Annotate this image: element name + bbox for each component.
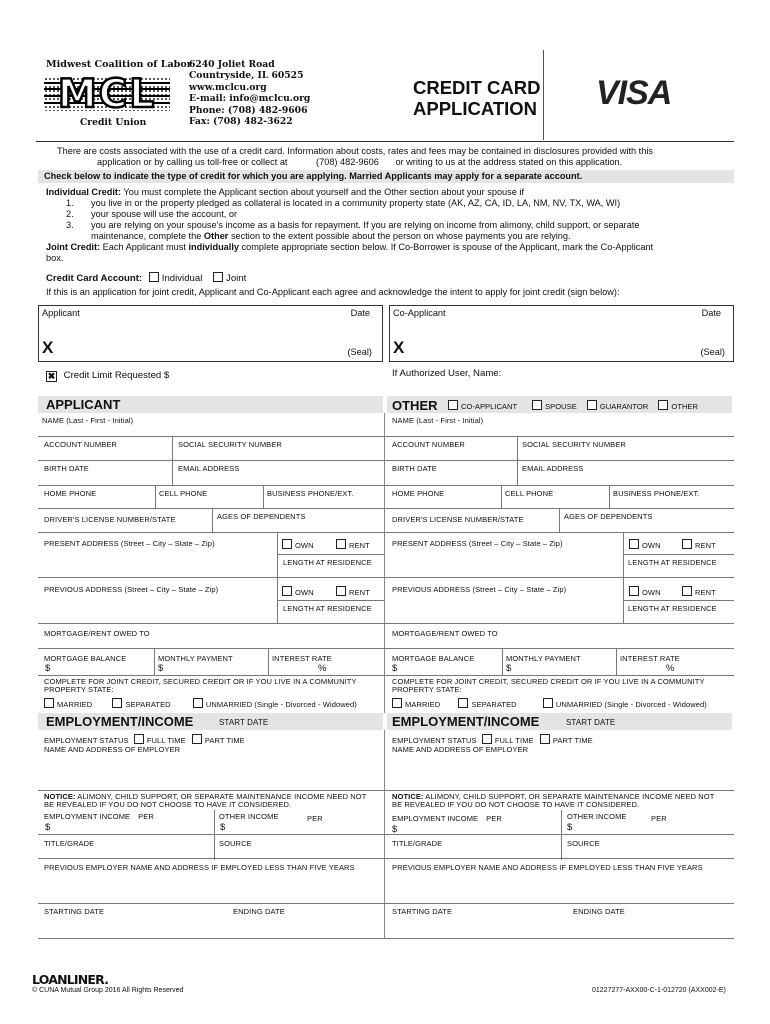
employment-title-right: EMPLOYMENT/INCOME	[392, 714, 540, 729]
org-address	[189, 59, 310, 127]
account-label: Credit Card Account:	[46, 273, 143, 284]
applicant-interest-percent: %	[318, 663, 327, 674]
joint-acknowledge: If this is an application for joint credit, Applicant and Co-Applicant each agree and acknowledge the intent to apply for joint credit (sign below):	[46, 287, 620, 297]
individual-item-2: 2. your spouse will use the account, or	[66, 209, 238, 219]
joint-checkbox[interactable]	[213, 272, 223, 282]
other-present-address[interactable]: PRESENT ADDRESS (Street – City – State – Zip)	[392, 539, 563, 548]
applicant-title: APPLICANT	[46, 397, 121, 412]
other-interest-percent: %	[666, 663, 675, 674]
other-type-checkbox[interactable]	[658, 400, 668, 410]
applicant-mortgage-owed[interactable]: MORTGAGE/RENT OWED TO	[44, 629, 150, 638]
individual-checkbox[interactable]	[149, 272, 159, 282]
applicant-x-mark: X	[42, 338, 54, 357]
applicant-mortgage-balance[interactable]: MORTGAGE BALANCE	[44, 654, 127, 663]
credit-limit-checkbox[interactable]: ✖	[47, 371, 56, 381]
part-time-checkbox-left[interactable]	[192, 734, 202, 744]
other-cell-phone[interactable]: CELL PHONE	[505, 489, 554, 498]
source-right[interactable]: SOURCE	[567, 839, 600, 848]
income-dollar-right: $	[392, 824, 398, 835]
other-income-dollar-right: $	[567, 822, 573, 833]
applicant-interest-rate[interactable]: INTEREST RATE	[272, 654, 332, 663]
other-balance-dollar: $	[392, 663, 398, 674]
employer-name-left[interactable]: NAME AND ADDRESS OF EMPLOYER	[44, 745, 181, 754]
co-applicant-label: CO-APPLICANT	[461, 402, 517, 411]
joint-credit-cont: box.	[46, 253, 64, 263]
org-name: Midwest Coalition of Labor	[46, 59, 192, 70]
starting-date-left[interactable]: STARTING DATE	[44, 907, 105, 916]
applicant-joint-note: COMPLETE FOR JOINT CREDIT, SECURED CREDIT OR IF YOU LIVE IN A COMMUNITY PROPERTY STATE:	[44, 677, 357, 694]
coapplicant-seal: (Seal)	[700, 347, 725, 357]
guarantor-label: GUARANTOR	[599, 402, 649, 411]
applicant-email[interactable]: EMAIL ADDRESS	[178, 464, 240, 473]
costs-line2	[57, 157, 737, 168]
address-line2: Countryside, IL 60525	[189, 70, 304, 82]
form-title-line2: APPLICATION	[413, 98, 538, 119]
other-monthly-payment[interactable]: MONTHLY PAYMENT	[506, 654, 581, 663]
applicant-business-phone[interactable]: BUSINESS PHONE/EXT.	[267, 489, 354, 498]
applicant-drivers-license[interactable]: DRIVER'S LICENSE NUMBER/STATE	[44, 515, 176, 524]
applicant-present-rent-checkbox[interactable]	[336, 539, 346, 549]
employment-start-date-right[interactable]: START DATE	[566, 718, 616, 727]
other-previous-rent: RENT	[682, 586, 716, 597]
applicant-previous-own-checkbox[interactable]	[282, 586, 292, 596]
other-present-rent: RENT	[682, 539, 716, 550]
other-previous-own: OWN	[629, 586, 661, 597]
employment-status-right: EMPLOYMENT STATUS FULL TIME PART TIME	[392, 736, 593, 745]
other-account-number[interactable]: ACCOUNT NUMBER	[392, 440, 465, 449]
applicant-balance-dollar: $	[45, 663, 51, 674]
coapplicant-sig-label: Co-Applicant	[393, 308, 446, 318]
individual-credit	[46, 187, 736, 264]
income-dollar-left: $	[45, 822, 51, 833]
notice-left: NOTICE: ALIMONY, CHILD SUPPORT, OR SEPARATE MAINTENANCE INCOME NEED NOT BE REVEALED IF YOU DO NOT CHOOSE TO HAVE IT CONSIDERED.	[44, 792, 367, 809]
employer-name-right[interactable]: NAME AND ADDRESS OF EMPLOYER	[392, 745, 529, 754]
other-interest-rate[interactable]: INTEREST RATE	[620, 654, 680, 663]
applicant-marital: MARRIED SEPARATED UNMARRIED (Single - Divorced - Widowed)	[44, 698, 357, 709]
other-present-own-checkbox[interactable]	[629, 539, 639, 549]
other-income-per-right: PER	[651, 814, 667, 823]
header-rule	[36, 141, 734, 142]
visa-logo: VISA	[596, 74, 672, 112]
other-email[interactable]: EMAIL ADDRESS	[522, 464, 584, 473]
employment-status-left: EMPLOYMENT STATUS FULL TIME PART TIME	[44, 736, 245, 745]
other-birth-date[interactable]: BIRTH DATE	[392, 464, 437, 473]
applicant-ssn[interactable]: SOCIAL SECURITY NUMBER	[178, 440, 282, 449]
credit-limit-label: Credit Limit Requested $	[63, 370, 170, 381]
costs-line1: There are costs associated with the use of a credit card. Information about costs, rates and fees may be contained in disclosures provided with this	[57, 146, 653, 156]
applicant-monthly-payment[interactable]: MONTHLY PAYMENT	[158, 654, 233, 663]
other-business-phone[interactable]: BUSINESS PHONE/EXT.	[613, 489, 700, 498]
applicant-date-label: Date	[350, 308, 370, 318]
other-previous-rent-checkbox[interactable]	[682, 586, 692, 596]
joint-credit: Joint Credit: Each Applicant must individually complete appropriate section below. If Co-Borrower is spouse of the Applicant, mark the Co-Applicant	[46, 242, 654, 252]
other-ages-dependents[interactable]: AGES OF DEPENDENTS	[564, 512, 653, 521]
other-previous-length[interactable]: LENGTH AT RESIDENCE	[628, 604, 717, 613]
other-type-label: OTHER	[671, 402, 698, 411]
joint-label: Joint	[226, 273, 247, 284]
ending-date-right[interactable]: ENDING DATE	[573, 907, 625, 916]
applicant-home-phone[interactable]: HOME PHONE	[44, 489, 97, 498]
employment-start-date-left[interactable]: START DATE	[219, 718, 269, 727]
other-income-right[interactable]: OTHER INCOME	[567, 812, 627, 821]
employment-income-left[interactable]: EMPLOYMENT INCOME PER	[44, 812, 154, 821]
part-time-checkbox-right[interactable]	[540, 734, 550, 744]
other-present-rent-checkbox[interactable]	[682, 539, 692, 549]
coapplicant-x-mark: X	[393, 338, 405, 357]
other-separated-checkbox[interactable]	[458, 698, 468, 708]
previous-employer-left[interactable]: PREVIOUS EMPLOYER NAME AND ADDRESS IF EMPLOYED LESS THAN FIVE YEARS	[44, 863, 355, 872]
applicant-signature-box[interactable]	[38, 305, 383, 362]
applicant-married-checkbox[interactable]	[44, 698, 54, 708]
full-time-checkbox-right[interactable]	[482, 734, 492, 744]
org-fax: Fax: (708) 482-3622	[189, 116, 293, 128]
other-mortgage-owed[interactable]: MORTGAGE/RENT OWED TO	[392, 629, 498, 638]
individual-item-3-cont: maintenance, complete the Other section to the extent possible about the person on whose payments you are relying.	[91, 231, 571, 241]
other-home-phone[interactable]: HOME PHONE	[392, 489, 445, 498]
costs-phone: (708) 482-9606	[316, 157, 379, 167]
guarantor-checkbox[interactable]	[587, 400, 597, 410]
applicant-unmarried-checkbox[interactable]	[193, 698, 203, 708]
other-married-checkbox[interactable]	[392, 698, 402, 708]
other-present-length[interactable]: LENGTH AT RESIDENCE	[628, 558, 717, 567]
form-number: 01227277-AXX00-C-1-012720 (AXX002-E)	[592, 987, 726, 994]
applicant-ages-dependents[interactable]: AGES OF DEPENDENTS	[217, 512, 306, 521]
ending-date-left[interactable]: ENDING DATE	[233, 907, 285, 916]
form-title-line1: CREDIT CARD	[413, 77, 541, 98]
credit-limit-row	[46, 370, 169, 382]
costs-disclosure	[57, 146, 737, 168]
source-left[interactable]: SOURCE	[219, 839, 252, 848]
other-types	[448, 400, 698, 411]
mcl-logo	[44, 73, 170, 116]
logo-sub: Credit Union	[80, 117, 147, 128]
other-name-field[interactable]: NAME (Last - First - Initial)	[392, 416, 484, 425]
other-payment-dollar: $	[506, 663, 512, 674]
applicant-seal: (Seal)	[347, 347, 372, 357]
employment-income-right[interactable]: EMPLOYMENT INCOME PER	[392, 814, 502, 823]
applicant-previous-rent-checkbox[interactable]	[336, 586, 346, 596]
other-unmarried-checkbox[interactable]	[543, 698, 553, 708]
other-income-dollar-left: $	[220, 822, 226, 833]
spouse-checkbox[interactable]	[532, 400, 542, 410]
employment-title-left: EMPLOYMENT/INCOME	[46, 714, 194, 729]
individual-credit-title: Individual Credit:	[46, 187, 122, 197]
other-ssn[interactable]: SOCIAL SECURITY NUMBER	[522, 440, 626, 449]
check-below: Check below to indicate the type of credit for which you are applying. Married Applicants may apply for a separate account.	[44, 171, 583, 181]
title-grade-right[interactable]: TITLE/GRADE	[392, 839, 443, 848]
applicant-name-field[interactable]: NAME (Last - First - Initial)	[42, 416, 134, 425]
co-applicant-checkbox[interactable]	[448, 400, 458, 410]
full-time-checkbox-left[interactable]	[134, 734, 144, 744]
other-joint-note: COMPLETE FOR JOINT CREDIT, SECURED CREDIT OR IF YOU LIVE IN A COMMUNITY PROPERTY STATE:	[392, 677, 705, 694]
other-title: OTHER	[392, 398, 438, 413]
applicant-cell-phone[interactable]: CELL PHONE	[159, 489, 208, 498]
applicant-account-number[interactable]: ACCOUNT NUMBER	[44, 440, 117, 449]
other-income-per-left: PER	[307, 814, 323, 823]
applicant-birth-date[interactable]: BIRTH DATE	[44, 464, 89, 473]
other-marital: MARRIED SEPARATED UNMARRIED (Single - Divorced - Widowed)	[392, 698, 707, 709]
applicant-previous-rent: RENT	[336, 586, 370, 597]
individual-credit-text: You must complete the Applicant section about yourself and the Other section about your spouse if	[121, 187, 525, 197]
individual-item-1: 1. you live in or the property pledged as collateral is located in a community property state (AK, AZ, CA, ID, LA, NM, NV, TX, WA, WI)	[66, 198, 621, 208]
spouse-label: SPOUSE	[545, 402, 577, 411]
address-line1: 6240 Joliet Road	[189, 59, 275, 70]
title-grade-left[interactable]: TITLE/GRADE	[44, 839, 95, 848]
other-present-own: OWN	[629, 539, 661, 550]
org-website[interactable]: www.mclcu.org	[189, 81, 267, 93]
authorized-user-label: If Authorized User, Name:	[392, 368, 502, 379]
costs-line2b: or writing to us at the address stated on this application.	[395, 157, 623, 167]
coapplicant-signature-box[interactable]	[389, 305, 734, 362]
applicant-sig-label: Applicant	[42, 308, 80, 318]
applicant-present-address[interactable]: PRESENT ADDRESS (Street – City – State – Zip)	[44, 539, 215, 548]
applicant-previous-own: OWN	[282, 586, 314, 597]
loanliner-logo: LOANLINER.	[32, 972, 109, 987]
applicant-present-rent: RENT	[336, 539, 370, 550]
center-divider	[384, 413, 385, 713]
copyright: © CUNA Mutual Group 2016 All Rights Reserved	[32, 987, 184, 994]
notice-right: NOTICE: ALIMONY, CHILD SUPPORT, OR SEPARATE MAINTENANCE INCOME NEED NOT BE REVEALED IF YOU DO NOT CHOOSE TO HAVE IT CONSIDERED.	[392, 792, 715, 809]
other-previous-address[interactable]: PREVIOUS ADDRESS (Street – City – State – Zip)	[392, 585, 567, 594]
header-divider	[543, 50, 544, 140]
applicant-previous-address[interactable]: PREVIOUS ADDRESS (Street – City – State – Zip)	[44, 585, 219, 594]
individual-label: Individual	[161, 273, 203, 284]
logo-letters: MCL	[57, 72, 157, 117]
applicant-present-length[interactable]: LENGTH AT RESIDENCE	[283, 558, 372, 567]
coapplicant-date-label: Date	[701, 308, 721, 318]
form-title	[413, 77, 540, 119]
applicant-present-own-checkbox[interactable]	[282, 539, 292, 549]
individual-item-3: 3. you are relying on your spouse's income as a basis for repayment. If you are relying on income from alimony, child support, or separate	[66, 220, 640, 230]
other-previous-own-checkbox[interactable]	[629, 586, 639, 596]
previous-employer-right[interactable]: PREVIOUS EMPLOYER NAME AND ADDRESS IF EMPLOYED LESS THAN FIVE YEARS	[392, 863, 703, 872]
applicant-separated-checkbox[interactable]	[112, 698, 122, 708]
applicant-previous-length[interactable]: LENGTH AT RESIDENCE	[283, 604, 372, 613]
applicant-present-own: OWN	[282, 539, 314, 550]
org-email[interactable]: E-mail: info@mclcu.org	[189, 93, 311, 105]
other-income-left[interactable]: OTHER INCOME	[219, 812, 279, 821]
starting-date-right[interactable]: STARTING DATE	[392, 907, 453, 916]
other-mortgage-balance[interactable]: MORTGAGE BALANCE	[392, 654, 475, 663]
org-phone: Phone: (708) 482-9606	[189, 104, 308, 116]
applicant-payment-dollar: $	[158, 663, 164, 674]
other-drivers-license[interactable]: DRIVER'S LICENSE NUMBER/STATE	[392, 515, 524, 524]
costs-line2a: application or by calling us toll-free or collect at	[97, 157, 288, 167]
credit-card-account	[46, 272, 246, 284]
